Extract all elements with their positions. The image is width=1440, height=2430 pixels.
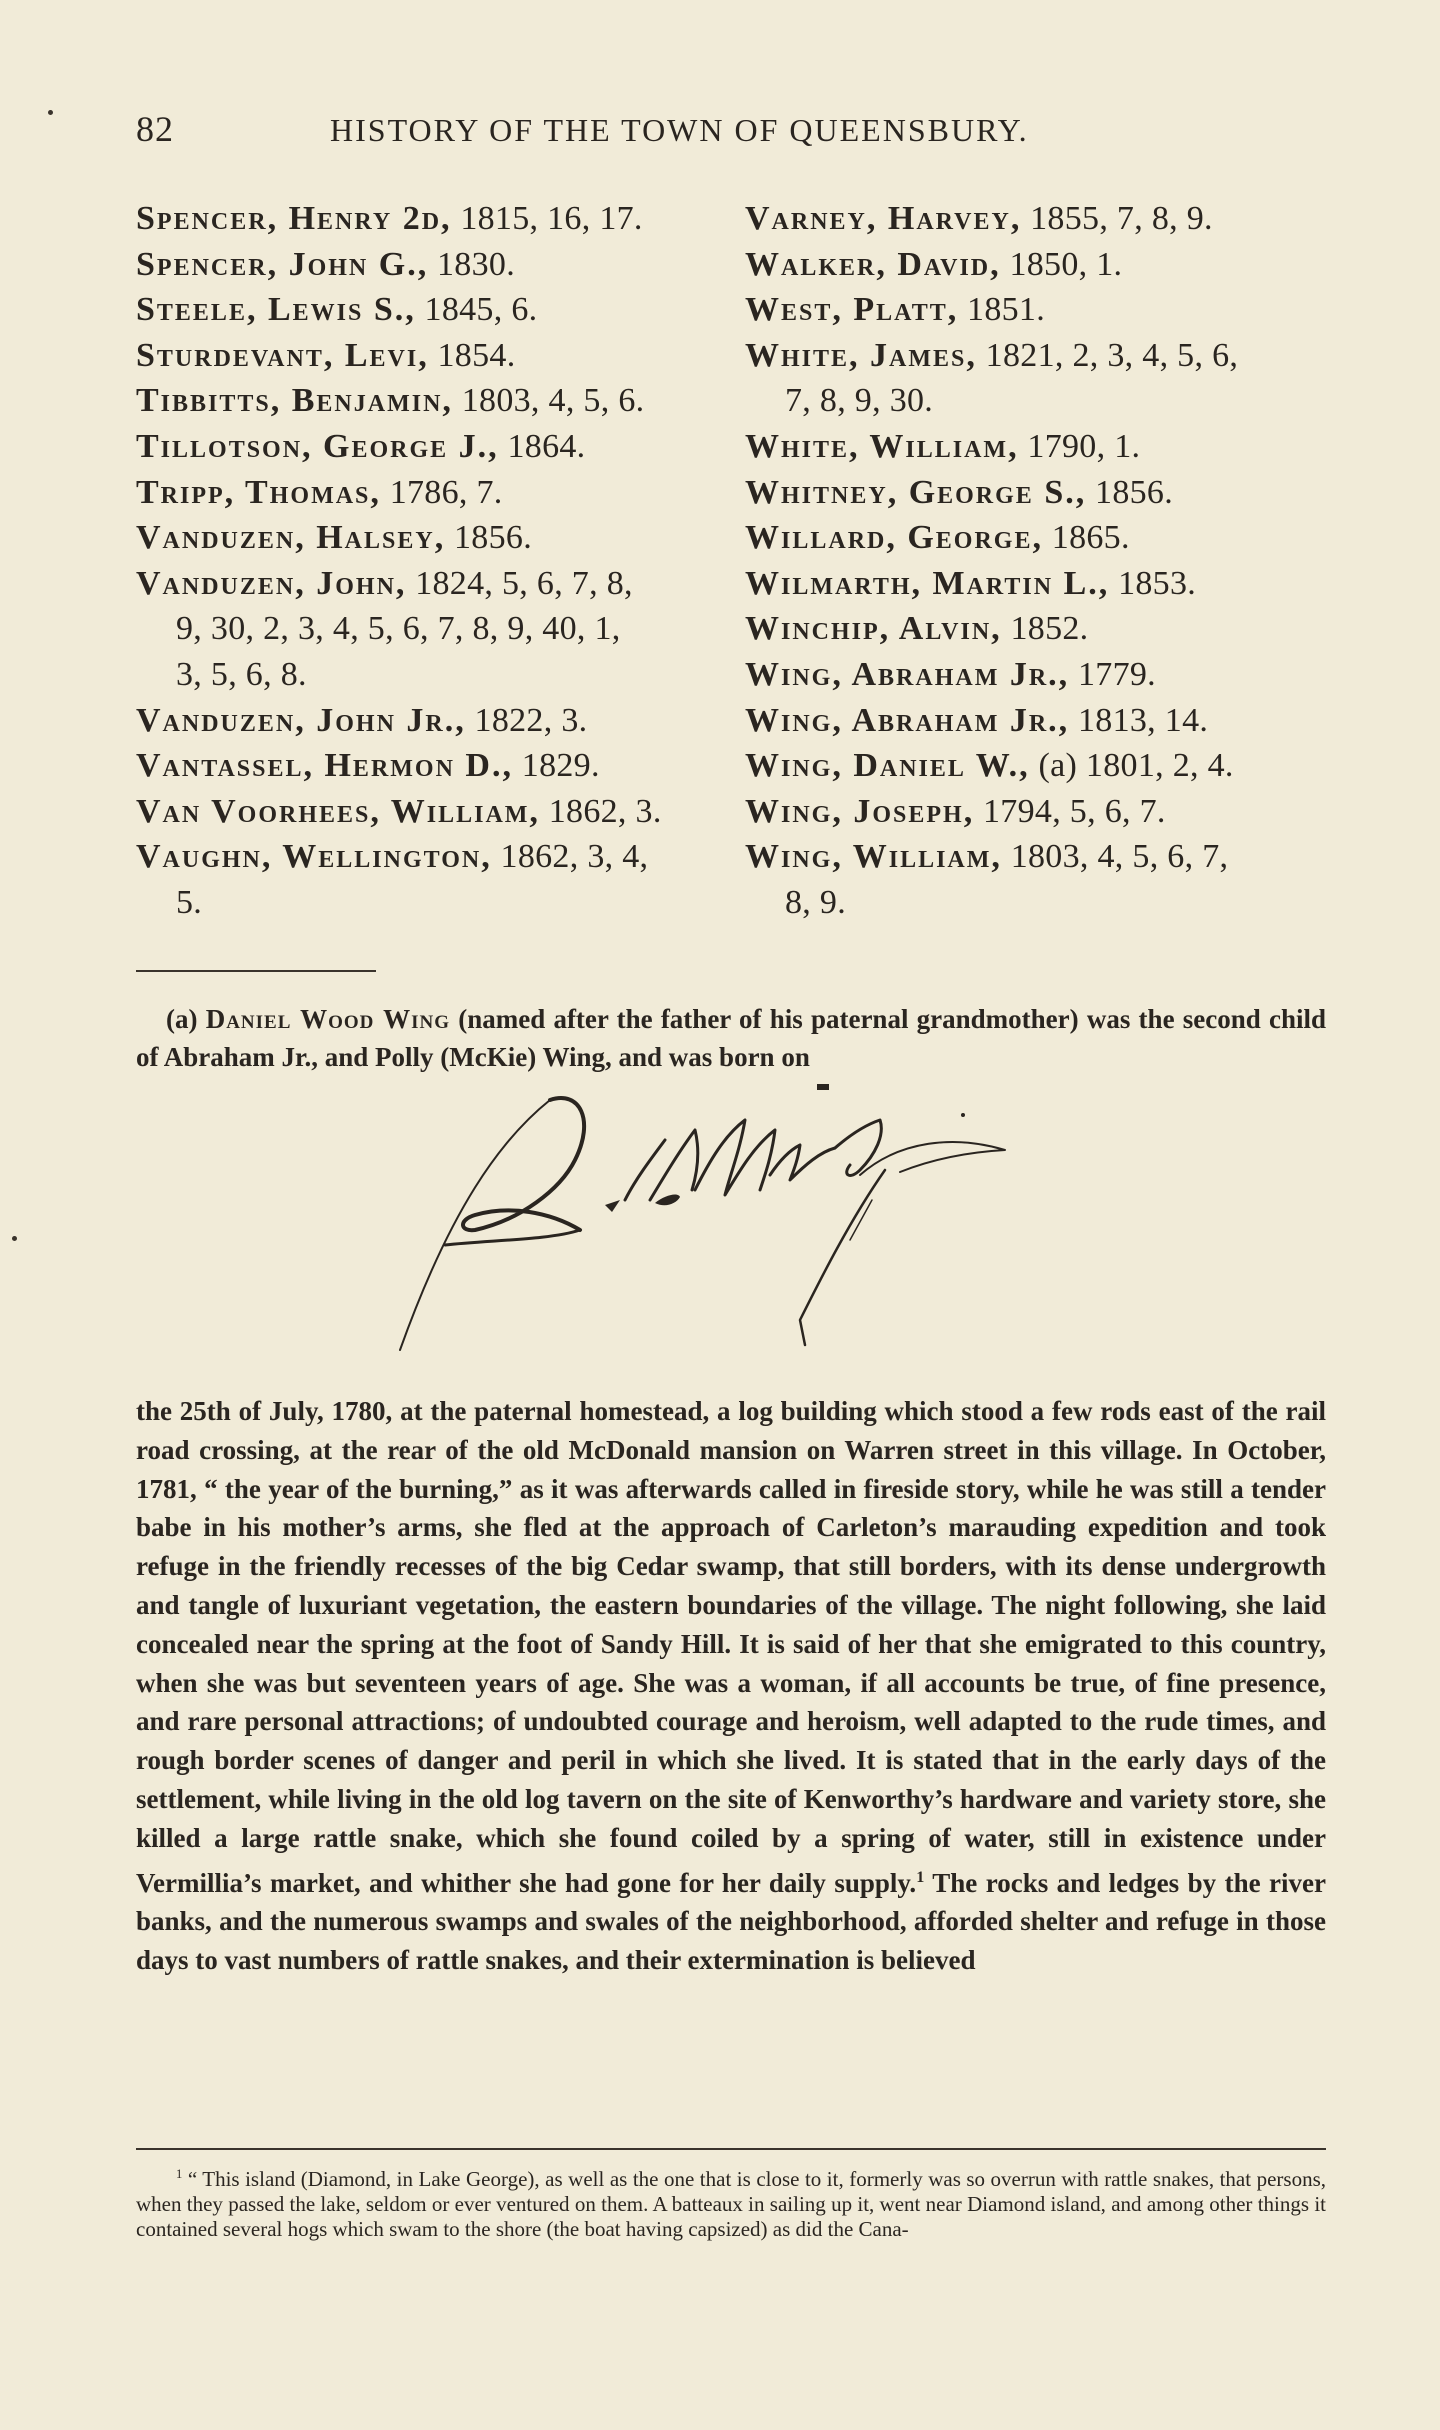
index-entry-years: 1865. [1042, 519, 1130, 557]
index-entry-continuation: 5. [176, 883, 203, 921]
index-entry [745, 698, 1355, 744]
footnote-rule [136, 2148, 1326, 2150]
index-entry [136, 561, 736, 652]
index-entry-name: Vanduzen, Halsey, [136, 519, 446, 557]
index-entry [745, 242, 1355, 288]
index-entry-years: 1864. [498, 427, 586, 465]
index-entry-name: Wing, Joseph, [745, 792, 975, 830]
running-title: HISTORY OF THE TOWN OF QUEENSBURY. [330, 112, 1029, 148]
index-entry-continuation: 7, 8, 9, 30. [785, 382, 934, 420]
index-entry-years: 1803, 4, 5, 6, 7, [1001, 838, 1229, 876]
index-entry [136, 196, 736, 242]
index-entry-years: 1856. [445, 519, 533, 557]
index-entry-years: 1794, 5, 6, 7. [974, 792, 1166, 830]
section-divider [136, 970, 376, 972]
index-entry-name: Wing, Abraham Jr., [745, 701, 1070, 739]
index-entry-name: Tripp, Thomas, [136, 473, 381, 511]
index-entry-name: Tibbitts, Benjamin, [136, 382, 453, 420]
index-entry-years: 1822, 3. [465, 701, 588, 739]
index-entry-years: 1821, 2, 3, 4, 5, 6, [976, 336, 1239, 374]
index-entry-years: 1824, 5, 6, 7, 8, [406, 564, 633, 602]
note-a-intro [136, 1000, 1326, 1076]
index-entry-name: Vantassel, Hermon D., [136, 747, 513, 785]
index-entry [745, 470, 1355, 516]
index-entry-continuation: 3, 5, 6, 8. [176, 655, 307, 693]
index-entry [136, 652, 736, 698]
index-entry [136, 470, 736, 516]
index-entry-years: 1856. [1086, 473, 1174, 511]
index-entry-years: 1853. [1109, 564, 1197, 602]
index-entry-name: Wing, Daniel W., [745, 747, 1030, 785]
index-entry-name: White, William, [745, 427, 1019, 465]
index-entry [745, 789, 1355, 835]
index-entry-name: Vaughn, Wellington, [136, 838, 492, 876]
body-text-part-1: the 25th of July, 1780, at the paternal homestead, a log building which stood a few rods east of the rail road crossing, at the rear of the old McDonald mansion on Warren street in this village. In October, 1781, “ the year of the burning,” as it was afterwards called in fireside story, while he was still a tender babe in his mother’s arms, she fled at the approach of Carleton’s marauding expedition and took refuge in the friendly recesses of the big Cedar swamp, that still borders, with its dense undergrowth and tangle of luxuriant vegetation, the eastern boundaries of the village. The night following, she laid concealed near the spring at the foot of Sandy Hill. It is said of her that she emigrated to this country, when she was but seventeen years of age. She was a woman, if all accounts be true, of fine presence, and rare personal attractions; of undoubted courage and heroism, well adapted to the rude times, and rough border scenes of danger and peril in which she lived. It is stated that in the early days of the settlement, while living in the old log tavern on the site of Kenworthy’s hardware and variety store, she killed a large rattle snake, which she found coiled by a spring of water, still in existence under Vermillia’s market, and whither she had gone for her daily supply. [136, 1396, 1326, 1898]
index-column-right [745, 196, 1355, 926]
index-entry-name: Vanduzen, John Jr., [136, 701, 466, 739]
index-entry [136, 789, 736, 835]
index-entry [745, 606, 1355, 652]
index-entry-name: Willard, George, [745, 519, 1043, 557]
index-entry-years: 1851. [958, 291, 1046, 329]
index-entry [745, 287, 1355, 333]
index-entry [745, 333, 1355, 424]
index-entry [136, 424, 736, 470]
index-entry [136, 378, 736, 424]
index-entry [136, 242, 736, 288]
index-entry-years: 1852. [1001, 610, 1089, 648]
index-entry-name: Steele, Lewis S., [136, 291, 416, 329]
index-entry-name: Spencer, Henry 2d, [136, 200, 452, 237]
index-entry-years: 1829. [512, 747, 600, 785]
index-entry-name: Wilmarth, Martin L., [745, 564, 1110, 602]
index-entry [136, 834, 736, 925]
footnote-1-text: “ This island (Diamond, in Lake George), as well as the one that is close to it, formerly was so overrun with rattle snakes, that persons, when they passed the lake, seldom or ever ventured on them. A batteaux in sailing up it, went near Diamond island, and among other things it contained several hogs which swam to the shore (the boat having capsized) as did the Cana- [136, 2167, 1326, 2241]
index-entry-name: Winchip, Alvin, [745, 610, 1002, 648]
index-entry-name: Wing, Abraham Jr., [745, 655, 1070, 693]
index-column-left [136, 196, 736, 926]
note-a-marker: (a) [166, 1004, 198, 1034]
index-entry [136, 333, 736, 379]
print-speck [48, 110, 53, 115]
index-entry [745, 561, 1355, 607]
footnote-1-marker: 1 [176, 2167, 183, 2181]
body-text-part-2: The rocks and ledges by the river banks, and the numerous swamps and swales of the neighborhood, afforded shelter and refuge in those days to vast numbers of rattle snakes, and their extermination is believed [136, 1867, 1327, 1976]
index-entry [745, 652, 1355, 698]
index-entry [745, 196, 1355, 242]
index-entry-years: 1790, 1. [1018, 427, 1141, 465]
signature-drawing [380, 1080, 1080, 1370]
page-header [136, 108, 1346, 158]
index-entry-years: 1845, 6. [415, 291, 538, 329]
index-entry [136, 287, 736, 333]
index-entry-years: 1862, 3, 4, [491, 838, 649, 876]
index-entry-years: 1862, 3. [539, 792, 662, 830]
index-entry-years: 1855, 7, 8, 9. [1021, 200, 1213, 237]
index-entry-continuation: 9, 30, 2, 3, 4, 5, 6, 7, 8, 9, 40, 1, [176, 610, 621, 648]
index-entry-name: Whitney, George S., [745, 473, 1087, 511]
body-paragraph [136, 1392, 1326, 1980]
index-entry-name: Walker, David, [745, 245, 1001, 283]
note-a-text: (named after the father of his paternal grandmother) was the second child of Abraham Jr., and Polly (McKie) Wing, and was born on [136, 1004, 1327, 1072]
page-number: 82 [136, 109, 174, 149]
index-entry-name: Vanduzen, John, [136, 564, 407, 602]
index-entry-name: Sturdevant, Levi, [136, 336, 429, 374]
index-entry-name: White, James, [745, 336, 977, 374]
index-entry-name: Tillotson, George J., [136, 427, 499, 465]
index-entry-years: 1779. [1069, 655, 1156, 693]
index-entry-continuation: 8, 9. [785, 883, 846, 921]
index-entry [745, 834, 1355, 925]
index-entry [745, 515, 1355, 561]
index-entry-name: Spencer, John G., [136, 245, 429, 283]
index-entry-name: Varney, Harvey, [745, 200, 1022, 237]
index-entry-years: 1813, 14. [1069, 701, 1209, 739]
index-entry-years: 1815, 16, 17. [451, 200, 643, 237]
print-speck [12, 1236, 17, 1241]
note-a-name: Daniel Wood Wing [205, 1004, 451, 1034]
footnote-reference: 1 [916, 1867, 925, 1886]
index-entry-years: 1850, 1. [1000, 245, 1123, 283]
index-entry-name: West, Platt, [745, 291, 959, 329]
index-entry [745, 743, 1355, 789]
index-entry-years: 1830. [428, 245, 516, 283]
index-entry-years: 1803, 4, 5, 6. [452, 382, 645, 420]
index-entry-years: 1786, 7. [380, 473, 503, 511]
index-entry [745, 424, 1355, 470]
index-entry [136, 515, 736, 561]
footnote-1 [136, 2162, 1326, 2242]
index-entry-years: (a) 1801, 2, 4. [1029, 747, 1234, 785]
index-entry-years: 1854. [428, 336, 516, 374]
index-entry-name: Wing, William, [745, 838, 1002, 876]
index-entry [136, 698, 736, 744]
signature-image [380, 1080, 1080, 1370]
index-entry-name: Van Voorhees, William, [136, 792, 540, 830]
index-entry [136, 743, 736, 789]
